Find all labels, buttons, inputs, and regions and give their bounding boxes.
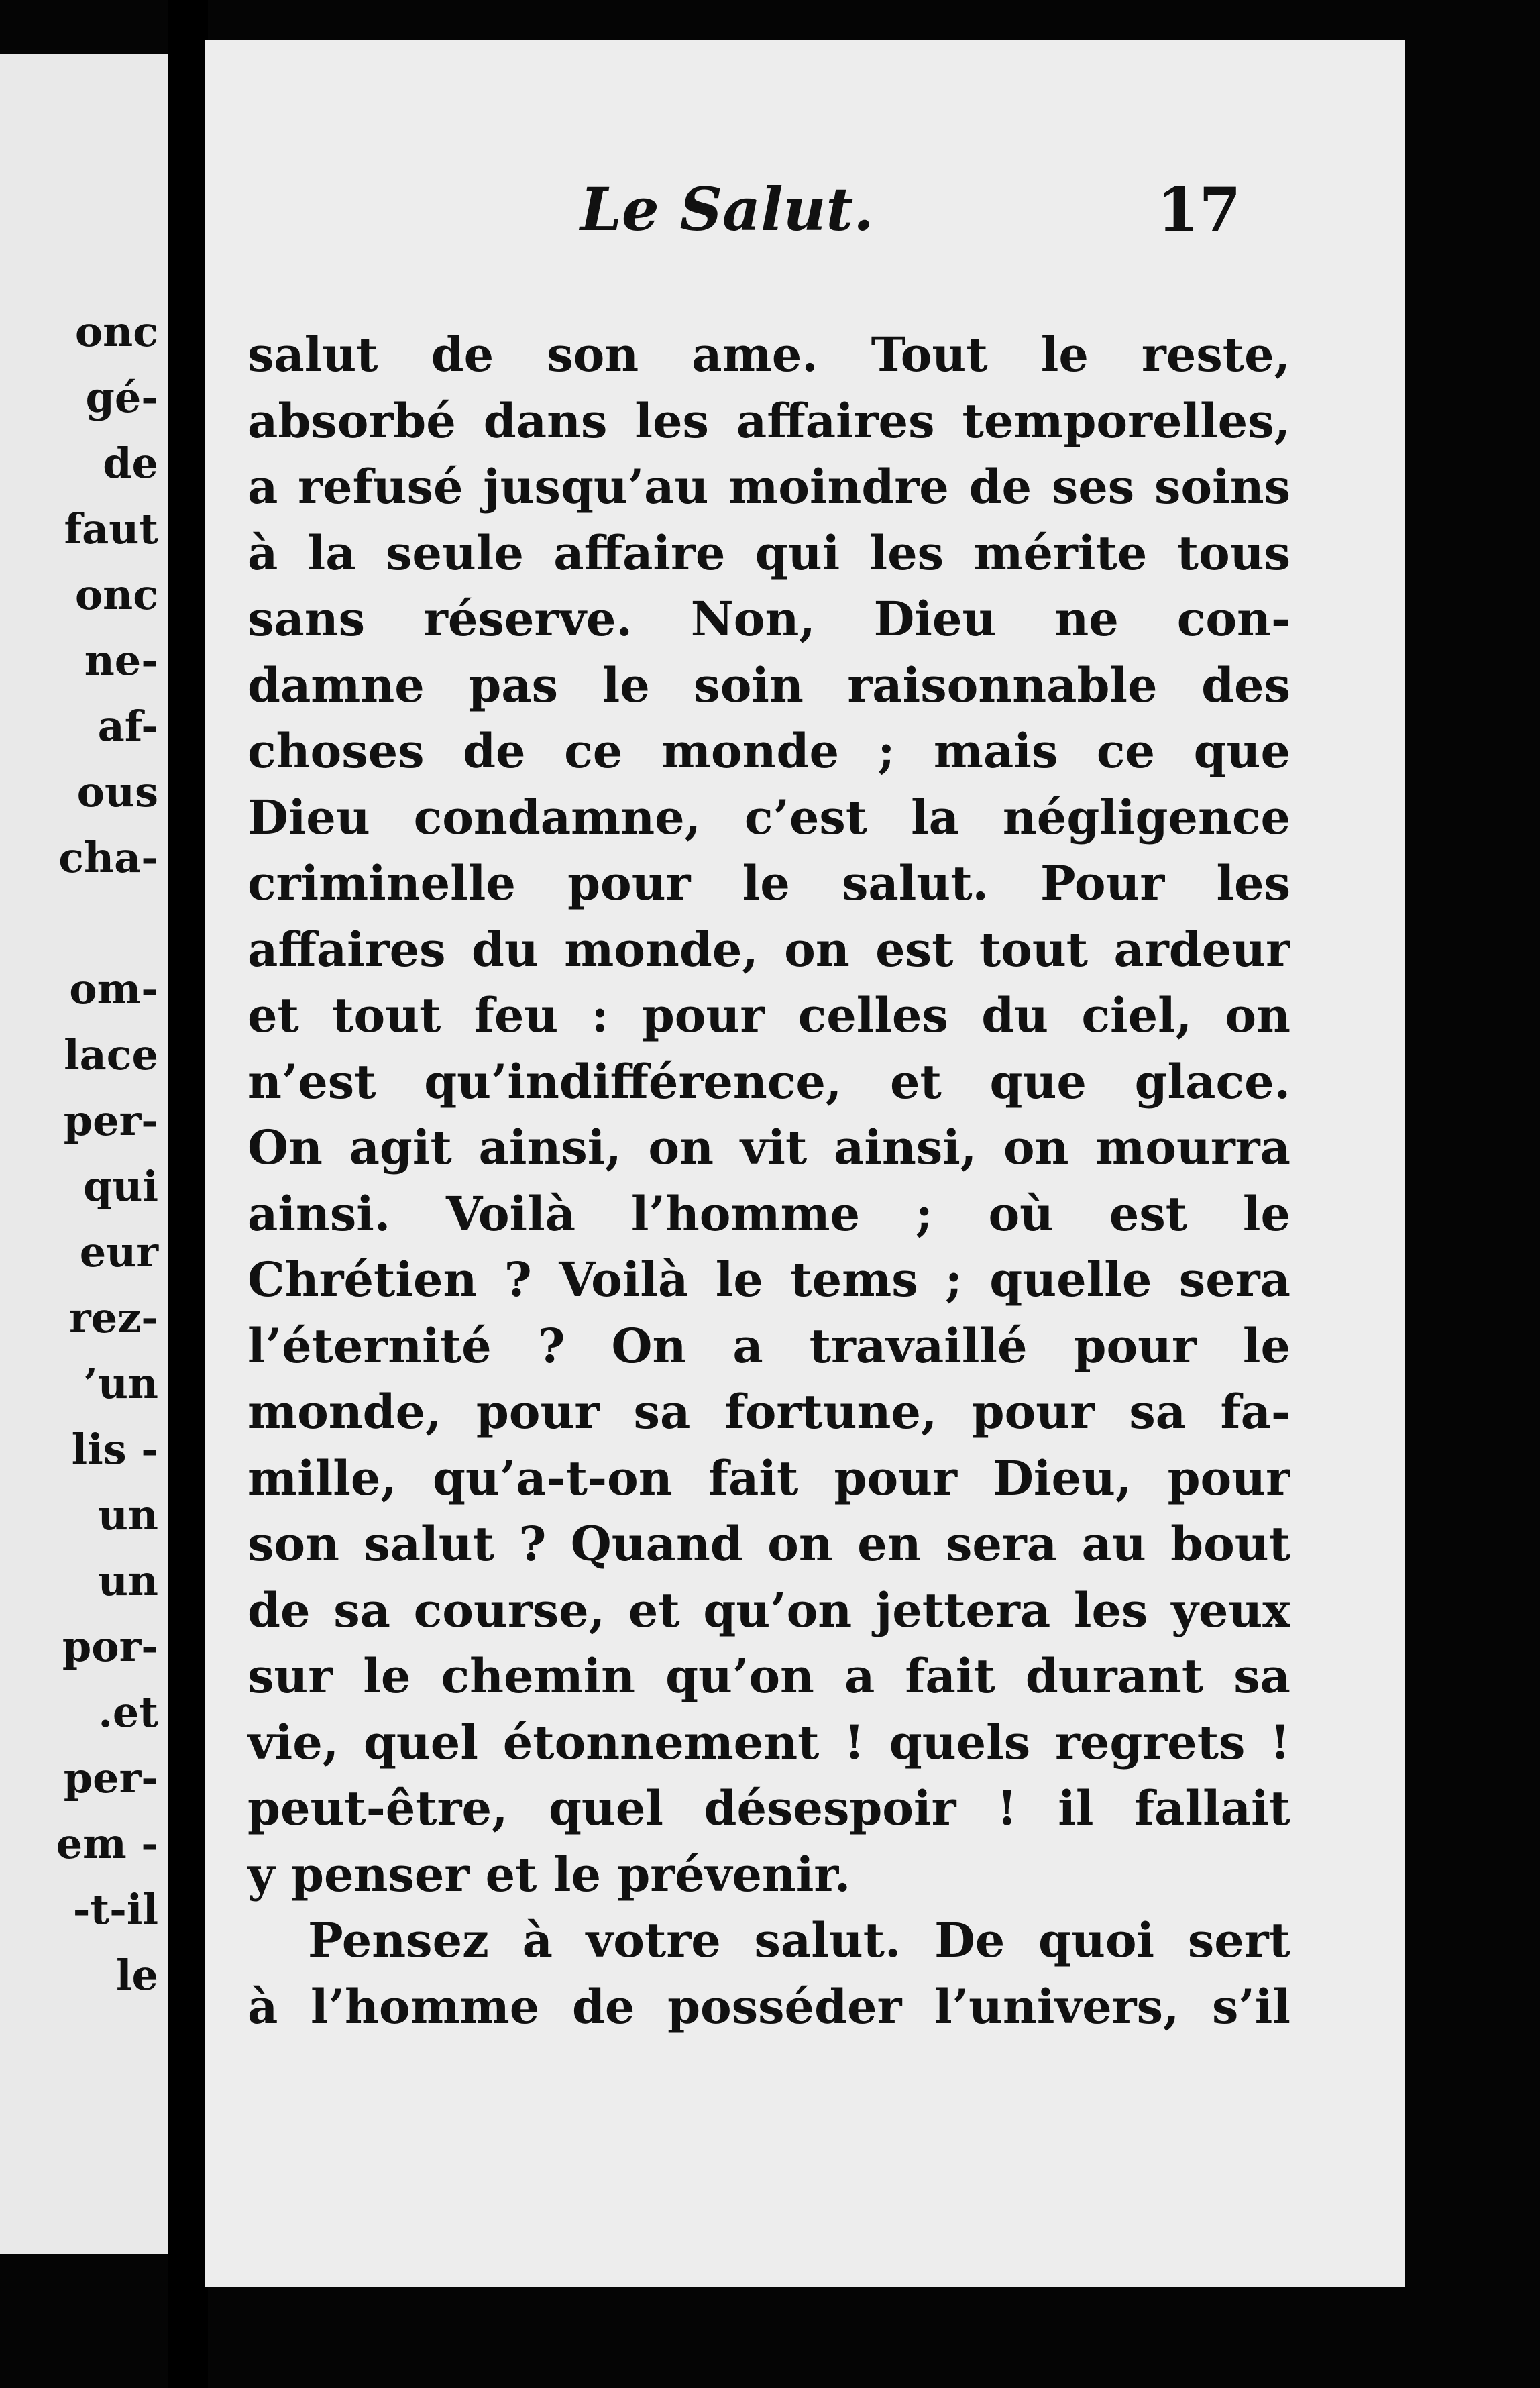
text-line: choses de ce monde ; mais ce que <box>248 723 1290 779</box>
left-page-fragment: lis - <box>71 1425 158 1474</box>
left-page-fragment: eur <box>79 1228 158 1277</box>
text-line: Dieu condamne, c’est la négligence <box>248 789 1290 845</box>
text-line: affaires du monde, on est tout ardeur <box>248 921 1290 977</box>
running-title: Le Salut. <box>580 174 874 244</box>
left-page-fragment: onc <box>74 570 158 619</box>
page-number: 17 <box>1157 174 1242 246</box>
left-page-fragment: per- <box>63 1096 158 1145</box>
left-page-fragment: rez- <box>68 1293 158 1342</box>
left-page-fragment: ous <box>76 767 158 816</box>
text-line: mille, qu’a-t-on fait pour Dieu, pour <box>248 1450 1290 1506</box>
text-line: Chrétien ? Voilà le tems ; quelle sera <box>248 1252 1290 1307</box>
paragraph <box>248 1908 1290 2040</box>
left-page-fragment: per- <box>63 1753 158 1802</box>
left-page-fragment: ’un <box>83 1359 158 1408</box>
left-page-fragment: por- <box>62 1622 158 1671</box>
left-page-fragment: lace <box>64 1030 158 1079</box>
text-line: sans réserve. Non, Dieu ne con- <box>248 591 1290 647</box>
left-page-fragment: un <box>97 1490 158 1539</box>
text-line: On agit ainsi, on vit ainsi, on mourra <box>248 1120 1290 1175</box>
page-header <box>205 174 1405 255</box>
text-line: vie, quel étonnement ! quels regrets ! <box>248 1714 1290 1770</box>
text-line: Pensez à votre salut. De quoi sert <box>308 1912 1290 1968</box>
left-page-fragment: om- <box>69 965 158 1014</box>
text-line: y penser et le prévenir. <box>248 1846 851 1902</box>
left-page-fragment: un <box>97 1556 158 1605</box>
left-page-fragment: de <box>103 439 158 488</box>
text-line: l’éternité ? On a travaillé pour le <box>248 1317 1290 1374</box>
book-gutter <box>168 0 208 2388</box>
text-line: à la seule affaire qui les mérite tous <box>248 525 1290 581</box>
right-page <box>205 40 1405 2287</box>
page-body <box>248 322 1290 2040</box>
left-page-fragment: faut <box>64 504 158 553</box>
text-line: damne pas le soin raisonnable des <box>248 657 1290 713</box>
left-page-fragment: cha- <box>58 833 158 882</box>
left-page-fragment: -t-il <box>72 1885 158 1934</box>
left-page-fragment: ne- <box>84 636 158 685</box>
left-page-fragment: qui <box>83 1162 158 1211</box>
text-line: ainsi. Voilà l’homme ; où est le <box>248 1185 1290 1242</box>
left-page <box>0 54 168 2254</box>
text-line: à l’homme de posséder l’univers, s’il <box>248 1978 1290 2034</box>
left-page-fragment: .et <box>98 1688 158 1737</box>
left-page-fragment: af- <box>97 702 158 751</box>
text-line: a refusé jusqu’au moindre de ses soins <box>248 459 1290 514</box>
text-line: criminelle pour le salut. Pour les <box>248 855 1290 911</box>
text-line: salut de son ame. Tout le reste, <box>248 327 1290 382</box>
left-page-fragment: onc <box>74 307 158 356</box>
text-line: et tout feu : pour celles du ciel, on <box>248 987 1290 1043</box>
text-line: de sa course, et qu’on jettera les yeux <box>248 1582 1290 1638</box>
left-page-fragment: gé- <box>85 373 158 422</box>
paragraph <box>248 322 1290 1908</box>
text-line: absorbé dans les affaires temporelles, <box>248 392 1290 449</box>
left-page-fragment: em - <box>56 1819 158 1868</box>
left-page-fragment: le <box>116 1951 158 2000</box>
text-line: monde, pour sa fortune, pour sa fa- <box>248 1384 1290 1440</box>
text-line: n’est qu’indifférence, et que glace. <box>248 1053 1290 1109</box>
text-line: sur le chemin qu’on a fait durant sa <box>248 1648 1290 1704</box>
text-line: son salut ? Quand on en sera au bout <box>248 1516 1290 1572</box>
text-line: peut-être, quel désespoir ! il fallait <box>248 1780 1290 1836</box>
